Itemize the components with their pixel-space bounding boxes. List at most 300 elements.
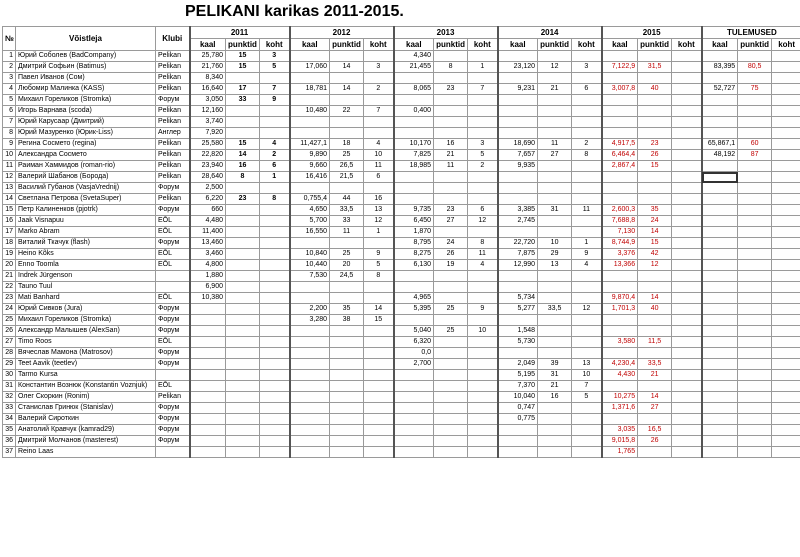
koht-cell[interactable]: 9	[572, 249, 602, 260]
club-cell[interactable]: Форум	[156, 205, 190, 216]
koht-cell[interactable]	[468, 337, 498, 348]
kaal-cell[interactable]: 10,275	[602, 392, 638, 403]
row-number-cell[interactable]: 9	[3, 139, 16, 150]
competitor-name-cell[interactable]: Jaak Visnapuu	[16, 216, 156, 227]
punktid-cell[interactable]	[434, 183, 468, 194]
kaal-cell[interactable]: 18,985	[394, 161, 434, 172]
koht-cell[interactable]	[672, 51, 702, 62]
kaal-cell[interactable]: 7,370	[498, 381, 538, 392]
kaal-cell[interactable]	[498, 282, 538, 293]
koht-cell[interactable]: 11	[572, 205, 602, 216]
row-number-cell[interactable]: 19	[3, 249, 16, 260]
kaal-cell[interactable]	[702, 249, 738, 260]
punktid-cell[interactable]	[638, 381, 672, 392]
koht-cell[interactable]	[468, 370, 498, 381]
kaal-cell[interactable]	[394, 172, 434, 183]
club-cell[interactable]: Форум	[156, 304, 190, 315]
kaal-cell[interactable]	[190, 392, 226, 403]
punktid-cell[interactable]: 19	[434, 260, 468, 271]
competitor-name-cell[interactable]: Любомир Малинка (KASS)	[16, 84, 156, 95]
punktid-cell[interactable]	[330, 95, 364, 106]
kaal-cell[interactable]	[702, 282, 738, 293]
koht-cell[interactable]: 5	[468, 150, 498, 161]
koht-cell[interactable]	[772, 95, 800, 106]
koht-cell[interactable]	[572, 337, 602, 348]
punktid-cell[interactable]	[738, 359, 772, 370]
koht-cell[interactable]	[468, 95, 498, 106]
kaal-cell[interactable]: 23,120	[498, 62, 538, 73]
punktid-cell[interactable]	[638, 271, 672, 282]
row-number-cell[interactable]: 23	[3, 293, 16, 304]
punktid-cell[interactable]	[434, 106, 468, 117]
row-number-cell[interactable]: 21	[3, 271, 16, 282]
kaal-cell[interactable]	[602, 117, 638, 128]
kaal-cell[interactable]: 0,0	[394, 348, 434, 359]
kaal-cell[interactable]	[190, 447, 226, 458]
koht-cell[interactable]: 3	[260, 51, 290, 62]
koht-cell[interactable]	[364, 73, 394, 84]
punktid-cell[interactable]	[738, 183, 772, 194]
koht-cell[interactable]: 2	[572, 139, 602, 150]
punktid-cell[interactable]	[330, 326, 364, 337]
koht-cell[interactable]	[364, 392, 394, 403]
kaal-cell[interactable]: 4,230,4	[602, 359, 638, 370]
punktid-cell[interactable]	[638, 51, 672, 62]
kaal-cell[interactable]: 7,130	[602, 227, 638, 238]
koht-cell[interactable]	[672, 205, 702, 216]
kaal-cell[interactable]	[394, 282, 434, 293]
kaal-cell[interactable]	[290, 403, 330, 414]
punktid-cell[interactable]	[434, 95, 468, 106]
punktid-cell[interactable]	[638, 128, 672, 139]
koht-cell[interactable]: 6	[468, 205, 498, 216]
punktid-cell[interactable]	[330, 337, 364, 348]
kaal-cell[interactable]	[702, 51, 738, 62]
kaal-cell[interactable]	[290, 359, 330, 370]
koht-cell[interactable]	[468, 381, 498, 392]
punktid-cell[interactable]: 15	[226, 139, 260, 150]
kaal-cell[interactable]	[498, 117, 538, 128]
punktid-cell[interactable]	[538, 194, 572, 205]
kaal-cell[interactable]: 28,640	[190, 172, 226, 183]
kaal-cell[interactable]: 12,990	[498, 260, 538, 271]
punktid-cell[interactable]	[738, 95, 772, 106]
koht-cell[interactable]	[672, 392, 702, 403]
punktid-cell[interactable]: 29	[538, 249, 572, 260]
kaal-cell[interactable]	[702, 381, 738, 392]
kaal-cell[interactable]	[602, 271, 638, 282]
punktid-cell[interactable]: 87	[738, 150, 772, 161]
kaal-cell[interactable]: 16,550	[290, 227, 330, 238]
row-number-cell[interactable]: 34	[3, 414, 16, 425]
club-cell[interactable]: Pelikan	[156, 117, 190, 128]
koht-cell[interactable]: 5	[572, 392, 602, 403]
punktid-cell[interactable]: 31,5	[638, 62, 672, 73]
punktid-cell[interactable]: 8	[226, 172, 260, 183]
punktid-cell[interactable]	[226, 271, 260, 282]
punktid-cell[interactable]: 16,5	[638, 425, 672, 436]
club-cell[interactable]: Форум	[156, 315, 190, 326]
punktid-cell[interactable]: 21	[538, 381, 572, 392]
koht-cell[interactable]	[772, 62, 800, 73]
punktid-cell[interactable]	[226, 282, 260, 293]
koht-cell[interactable]	[260, 249, 290, 260]
punktid-cell[interactable]	[434, 348, 468, 359]
kaal-cell[interactable]	[702, 260, 738, 271]
punktid-cell[interactable]: 24,5	[330, 271, 364, 282]
punktid-cell[interactable]	[434, 282, 468, 293]
kaal-cell[interactable]	[394, 128, 434, 139]
punktid-cell[interactable]: 14	[330, 84, 364, 95]
competitor-name-cell[interactable]: Валерий Шабанов (Борода)	[16, 172, 156, 183]
koht-cell[interactable]: 5	[364, 260, 394, 271]
kaal-cell[interactable]: 7,530	[290, 271, 330, 282]
koht-cell[interactable]	[260, 271, 290, 282]
koht-cell[interactable]	[572, 161, 602, 172]
club-cell[interactable]: Pelikan	[156, 172, 190, 183]
punktid-cell[interactable]	[434, 392, 468, 403]
kaal-cell[interactable]: 6,130	[394, 260, 434, 271]
kaal-cell[interactable]: 5,040	[394, 326, 434, 337]
koht-cell[interactable]	[772, 84, 800, 95]
punktid-cell[interactable]: 38	[330, 315, 364, 326]
koht-cell[interactable]	[672, 271, 702, 282]
punktid-cell[interactable]: 26	[638, 150, 672, 161]
competitor-name-cell[interactable]: Станислав Гринюк (Stanislav)	[16, 403, 156, 414]
punktid-cell[interactable]	[538, 348, 572, 359]
punktid-cell[interactable]: 16	[226, 161, 260, 172]
koht-cell[interactable]	[772, 183, 800, 194]
koht-cell[interactable]	[468, 128, 498, 139]
punktid-cell[interactable]: 14	[638, 392, 672, 403]
kaal-cell[interactable]	[290, 51, 330, 62]
punktid-cell[interactable]	[330, 381, 364, 392]
row-number-cell[interactable]: 1	[3, 51, 16, 62]
kaal-cell[interactable]	[498, 436, 538, 447]
punktid-cell[interactable]: 23	[638, 139, 672, 150]
koht-cell[interactable]	[772, 315, 800, 326]
club-cell[interactable]: Pelikan	[156, 150, 190, 161]
kaal-cell[interactable]	[702, 337, 738, 348]
competitor-name-cell[interactable]: Timo Roos	[16, 337, 156, 348]
club-cell[interactable]: Англер	[156, 128, 190, 139]
kaal-cell[interactable]	[394, 370, 434, 381]
kaal-cell[interactable]: 11,400	[190, 227, 226, 238]
koht-cell[interactable]: 8	[572, 150, 602, 161]
koht-cell[interactable]	[772, 304, 800, 315]
koht-cell[interactable]	[672, 293, 702, 304]
koht-cell[interactable]	[772, 348, 800, 359]
row-number-cell[interactable]: 22	[3, 282, 16, 293]
koht-cell[interactable]	[364, 183, 394, 194]
punktid-cell[interactable]	[538, 51, 572, 62]
koht-cell[interactable]	[260, 282, 290, 293]
koht-cell[interactable]	[364, 95, 394, 106]
punktid-cell[interactable]	[330, 117, 364, 128]
club-cell[interactable]: Форум	[156, 238, 190, 249]
punktid-cell[interactable]	[434, 403, 468, 414]
kaal-cell[interactable]: 1,880	[190, 271, 226, 282]
kaal-cell[interactable]: 3,007,8	[602, 84, 638, 95]
koht-cell[interactable]	[468, 73, 498, 84]
koht-cell[interactable]	[572, 194, 602, 205]
kaal-cell[interactable]: 1,548	[498, 326, 538, 337]
koht-cell[interactable]	[572, 51, 602, 62]
koht-cell[interactable]	[260, 304, 290, 315]
koht-cell[interactable]: 2	[468, 161, 498, 172]
competitor-name-cell[interactable]: Петр Калиненков (pjotrk)	[16, 205, 156, 216]
punktid-cell[interactable]: 60	[738, 139, 772, 150]
koht-cell[interactable]	[672, 337, 702, 348]
kaal-cell[interactable]	[190, 337, 226, 348]
punktid-cell[interactable]	[330, 282, 364, 293]
club-cell[interactable]: EÕL	[156, 227, 190, 238]
punktid-cell[interactable]	[538, 447, 572, 458]
koht-cell[interactable]	[772, 282, 800, 293]
punktid-cell[interactable]	[330, 436, 364, 447]
kaal-cell[interactable]: 23,940	[190, 161, 226, 172]
koht-cell[interactable]	[772, 227, 800, 238]
kaal-cell[interactable]: 16,416	[290, 172, 330, 183]
kaal-cell[interactable]	[290, 117, 330, 128]
koht-cell[interactable]	[672, 348, 702, 359]
kaal-cell[interactable]: 18,781	[290, 84, 330, 95]
punktid-cell[interactable]	[538, 315, 572, 326]
koht-cell[interactable]	[672, 172, 702, 183]
punktid-cell[interactable]	[434, 436, 468, 447]
koht-cell[interactable]: 9	[364, 249, 394, 260]
kaal-cell[interactable]	[498, 425, 538, 436]
koht-cell[interactable]: 7	[260, 84, 290, 95]
punktid-cell[interactable]	[538, 161, 572, 172]
punktid-cell[interactable]	[738, 326, 772, 337]
punktid-cell[interactable]: 33,5	[638, 359, 672, 370]
club-cell[interactable]: Форум	[156, 403, 190, 414]
club-cell[interactable]: Форум	[156, 414, 190, 425]
punktid-cell[interactable]	[738, 403, 772, 414]
koht-cell[interactable]	[672, 425, 702, 436]
kaal-cell[interactable]	[394, 392, 434, 403]
punktid-cell[interactable]: 17	[226, 84, 260, 95]
kaal-cell[interactable]	[602, 73, 638, 84]
punktid-cell[interactable]	[330, 51, 364, 62]
kaal-cell[interactable]: 3,460	[190, 249, 226, 260]
kaal-cell[interactable]: 10,040	[498, 392, 538, 403]
koht-cell[interactable]: 16	[364, 194, 394, 205]
punktid-cell[interactable]	[330, 403, 364, 414]
punktid-cell[interactable]	[638, 326, 672, 337]
kaal-cell[interactable]	[290, 436, 330, 447]
kaal-cell[interactable]	[290, 425, 330, 436]
koht-cell[interactable]	[468, 403, 498, 414]
koht-cell[interactable]: 10	[572, 370, 602, 381]
kaal-cell[interactable]: 1,870	[394, 227, 434, 238]
koht-cell[interactable]	[672, 315, 702, 326]
punktid-cell[interactable]: 12	[638, 260, 672, 271]
koht-cell[interactable]	[364, 282, 394, 293]
koht-cell[interactable]	[468, 293, 498, 304]
punktid-cell[interactable]	[330, 128, 364, 139]
punktid-cell[interactable]	[226, 370, 260, 381]
competitor-name-cell[interactable]: Tauno Tuul	[16, 282, 156, 293]
competitor-name-cell[interactable]: Marko Abram	[16, 227, 156, 238]
kaal-cell[interactable]	[394, 271, 434, 282]
punktid-cell[interactable]: 14	[330, 62, 364, 73]
koht-cell[interactable]	[260, 260, 290, 271]
punktid-cell[interactable]	[226, 249, 260, 260]
row-number-cell[interactable]: 17	[3, 227, 16, 238]
row-number-cell[interactable]: 31	[3, 381, 16, 392]
kaal-cell[interactable]: 6,450	[394, 216, 434, 227]
competitor-name-cell[interactable]: Михаил Гореликов (Stromka)	[16, 95, 156, 106]
punktid-cell[interactable]	[434, 414, 468, 425]
kaal-cell[interactable]: 7,657	[498, 150, 538, 161]
koht-cell[interactable]	[260, 117, 290, 128]
punktid-cell[interactable]	[226, 403, 260, 414]
punktid-cell[interactable]	[434, 381, 468, 392]
koht-cell[interactable]	[772, 238, 800, 249]
koht-cell[interactable]	[468, 271, 498, 282]
kaal-cell[interactable]	[394, 183, 434, 194]
punktid-cell[interactable]	[434, 51, 468, 62]
punktid-cell[interactable]: 40	[638, 84, 672, 95]
punktid-cell[interactable]	[738, 260, 772, 271]
kaal-cell[interactable]	[702, 172, 738, 183]
punktid-cell[interactable]	[738, 117, 772, 128]
koht-cell[interactable]: 8	[364, 271, 394, 282]
kaal-cell[interactable]	[602, 414, 638, 425]
punktid-cell[interactable]	[226, 106, 260, 117]
kaal-cell[interactable]	[394, 381, 434, 392]
kaal-cell[interactable]: 10,840	[290, 249, 330, 260]
punktid-cell[interactable]: 31	[538, 370, 572, 381]
punktid-cell[interactable]	[330, 183, 364, 194]
koht-cell[interactable]	[260, 414, 290, 425]
punktid-cell[interactable]	[738, 392, 772, 403]
kaal-cell[interactable]: 9,015,8	[602, 436, 638, 447]
kaal-cell[interactable]	[290, 282, 330, 293]
punktid-cell[interactable]	[738, 128, 772, 139]
koht-cell[interactable]: 1	[260, 172, 290, 183]
koht-cell[interactable]	[672, 447, 702, 458]
punktid-cell[interactable]	[538, 128, 572, 139]
punktid-cell[interactable]: 23	[434, 84, 468, 95]
club-cell[interactable]: EÕL	[156, 381, 190, 392]
competitor-name-cell[interactable]: Дмитрий Софьин (Batimus)	[16, 62, 156, 73]
kaal-cell[interactable]	[498, 183, 538, 194]
kaal-cell[interactable]	[602, 51, 638, 62]
punktid-cell[interactable]	[226, 238, 260, 249]
punktid-cell[interactable]: 23	[434, 205, 468, 216]
punktid-cell[interactable]	[738, 161, 772, 172]
koht-cell[interactable]	[260, 326, 290, 337]
punktid-cell[interactable]: 75	[738, 84, 772, 95]
club-cell[interactable]: EÕL	[156, 260, 190, 271]
competitor-name-cell[interactable]: Юрий Карусаар (Дмитрий)	[16, 117, 156, 128]
competitor-name-cell[interactable]: Регина Сосмето (regina)	[16, 139, 156, 150]
kaal-cell[interactable]	[290, 414, 330, 425]
koht-cell[interactable]	[672, 326, 702, 337]
kaal-cell[interactable]	[602, 106, 638, 117]
punktid-cell[interactable]: 25	[434, 304, 468, 315]
koht-cell[interactable]	[468, 348, 498, 359]
koht-cell[interactable]	[672, 304, 702, 315]
koht-cell[interactable]	[672, 403, 702, 414]
competitor-name-cell[interactable]: Валерий Сироткин	[16, 414, 156, 425]
koht-cell[interactable]: 15	[364, 315, 394, 326]
punktid-cell[interactable]	[738, 51, 772, 62]
club-cell[interactable]: Pelikan	[156, 62, 190, 73]
koht-cell[interactable]	[468, 106, 498, 117]
koht-cell[interactable]	[364, 370, 394, 381]
koht-cell[interactable]	[364, 117, 394, 128]
kaal-cell[interactable]	[702, 95, 738, 106]
punktid-cell[interactable]	[638, 106, 672, 117]
koht-cell[interactable]	[572, 183, 602, 194]
kaal-cell[interactable]	[602, 194, 638, 205]
row-number-cell[interactable]: 32	[3, 392, 16, 403]
punktid-cell[interactable]	[738, 304, 772, 315]
kaal-cell[interactable]	[702, 271, 738, 282]
koht-cell[interactable]	[772, 293, 800, 304]
row-number-cell[interactable]: 25	[3, 315, 16, 326]
koht-cell[interactable]	[468, 227, 498, 238]
punktid-cell[interactable]	[226, 260, 260, 271]
koht-cell[interactable]	[772, 150, 800, 161]
club-cell[interactable]: Форум	[156, 348, 190, 359]
kaal-cell[interactable]: 11,427,1	[290, 139, 330, 150]
kaal-cell[interactable]	[190, 304, 226, 315]
row-number-cell[interactable]: 4	[3, 84, 16, 95]
koht-cell[interactable]	[672, 73, 702, 84]
koht-cell[interactable]	[672, 216, 702, 227]
kaal-cell[interactable]: 6,320	[394, 337, 434, 348]
punktid-cell[interactable]	[330, 447, 364, 458]
kaal-cell[interactable]: 3,280	[290, 315, 330, 326]
punktid-cell[interactable]	[226, 117, 260, 128]
kaal-cell[interactable]: 21,455	[394, 62, 434, 73]
competitor-name-cell[interactable]: Heino Kõks	[16, 249, 156, 260]
club-cell[interactable]: Pelikan	[156, 139, 190, 150]
punktid-cell[interactable]: 27	[434, 216, 468, 227]
kaal-cell[interactable]: 4,800	[190, 260, 226, 271]
kaal-cell[interactable]	[290, 370, 330, 381]
koht-cell[interactable]: 4	[468, 260, 498, 271]
kaal-cell[interactable]	[702, 293, 738, 304]
koht-cell[interactable]	[672, 436, 702, 447]
kaal-cell[interactable]: 83,395	[702, 62, 738, 73]
kaal-cell[interactable]	[290, 337, 330, 348]
punktid-cell[interactable]	[638, 348, 672, 359]
koht-cell[interactable]	[572, 216, 602, 227]
punktid-cell[interactable]: 24	[638, 216, 672, 227]
koht-cell[interactable]	[260, 238, 290, 249]
koht-cell[interactable]	[672, 183, 702, 194]
punktid-cell[interactable]	[226, 381, 260, 392]
kaal-cell[interactable]	[498, 73, 538, 84]
punktid-cell[interactable]: 14	[638, 227, 672, 238]
koht-cell[interactable]	[772, 414, 800, 425]
punktid-cell[interactable]	[738, 381, 772, 392]
kaal-cell[interactable]: 9,935	[498, 161, 538, 172]
punktid-cell[interactable]: 16	[434, 139, 468, 150]
punktid-cell[interactable]	[538, 183, 572, 194]
row-number-cell[interactable]: 6	[3, 106, 16, 117]
kaal-cell[interactable]	[702, 348, 738, 359]
punktid-cell[interactable]: 33	[330, 216, 364, 227]
koht-cell[interactable]	[772, 271, 800, 282]
koht-cell[interactable]: 12	[468, 216, 498, 227]
